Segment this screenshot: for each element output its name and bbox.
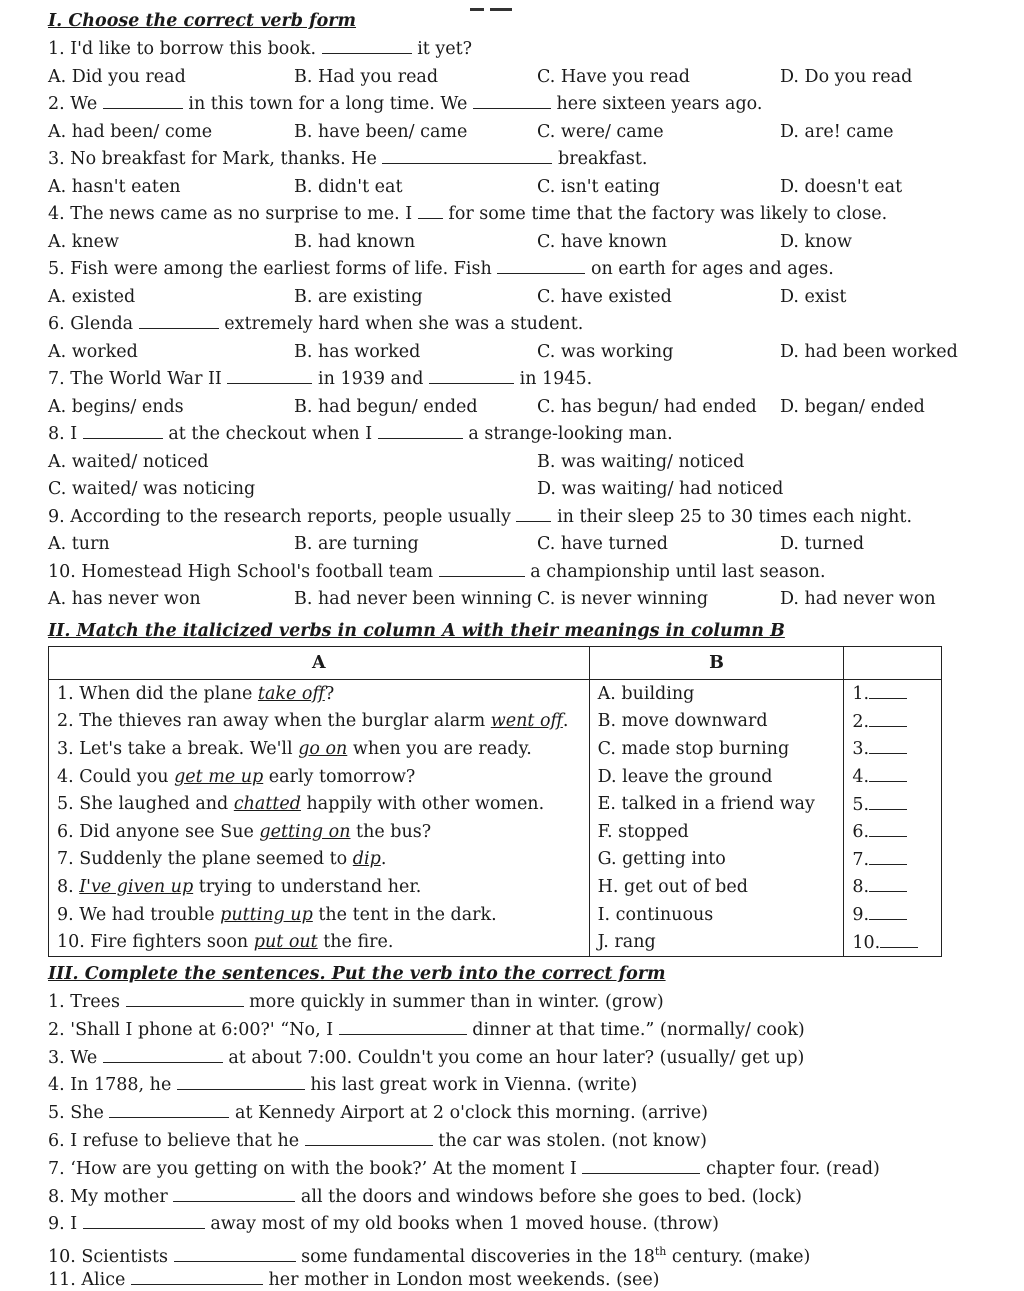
section-3-heading: III. Complete the sentences. Put the verb into the correct form: [48, 964, 666, 984]
question-3: [48, 148, 647, 170]
sentence-text: at about 7:00. Couldn't you come an hour later? (usually/ get up): [222, 1047, 805, 1068]
sentence-text: all the doors and windows before she goes to bed. (lock): [295, 1186, 802, 1207]
sentence-1: [48, 991, 664, 1013]
column-b-meaning: G. getting into: [589, 846, 844, 874]
question-8: [48, 423, 673, 445]
table-row: [49, 873, 942, 901]
section-2-heading: II. Match the italicized verbs in column A with their meanings in column B: [48, 621, 785, 641]
answer-blank[interactable]: [869, 821, 907, 837]
question-text: extremely hard when she was a student.: [224, 314, 584, 334]
answer-blank[interactable]: [429, 368, 514, 384]
cropped-header-mark: [470, 0, 530, 4]
sentence-text: 8. My mother: [48, 1186, 174, 1207]
sentence-text: 7. Suddenly the plane seemed to: [57, 849, 353, 870]
option-d[interactable]: D. are! came: [780, 121, 894, 142]
answer-blank[interactable]: [869, 683, 907, 699]
answer-blank[interactable]: [177, 1074, 305, 1090]
option-b[interactable]: B. had known: [294, 231, 416, 252]
option-c[interactable]: C. is never winning: [537, 589, 709, 609]
sentence-text: 3. Let's take a break. We'll: [57, 738, 299, 759]
question-text: The news came as no surprise to me. I: [70, 204, 413, 224]
sentence-text: .: [380, 849, 387, 870]
sentence-text: the tent in the dark.: [312, 904, 497, 925]
italicized-verb: go on: [298, 738, 348, 759]
sentence-text: 8.: [57, 876, 80, 897]
column-b-meaning: C. made stop burning: [589, 735, 844, 763]
answer-blank[interactable]: [582, 1158, 700, 1174]
column-b-meaning: J. rang: [589, 928, 844, 956]
answer-blank[interactable]: [173, 1186, 295, 1202]
question-7: [48, 368, 592, 390]
sentence-text: the fire.: [317, 932, 394, 953]
sentence-text: 10. Fire fighters soon: [57, 932, 254, 953]
question-text: in 1939 and: [318, 369, 424, 389]
option-a[interactable]: A. hasn't eaten: [48, 176, 181, 197]
sentence-text: away most of my old books when 1 moved house. (throw): [204, 1214, 719, 1235]
sentence-text: dinner at that time.” (normally/ cook): [466, 1019, 805, 1040]
sentence-text: at Kennedy Airport at 2 o'clock this morning. (arrive): [229, 1103, 708, 1124]
option-d[interactable]: D. doesn't eat: [780, 176, 903, 197]
option-c[interactable]: C. was working: [537, 341, 674, 362]
option-b[interactable]: B. Had you read: [294, 66, 439, 87]
answer-blank[interactable]: [139, 313, 219, 329]
sentence-6: [48, 1130, 707, 1152]
table-row: [49, 901, 942, 929]
column-a-sentence: [49, 901, 590, 929]
answer-blank[interactable]: [83, 423, 163, 439]
column-a-sentence: [49, 763, 590, 791]
sentence-text: 3. We: [48, 1047, 103, 1068]
sentence-text: .: [562, 711, 569, 732]
option-c[interactable]: C. Have you read: [537, 66, 691, 87]
italicized-verb: chatted: [233, 794, 301, 815]
option-c[interactable]: C. isn't eating: [537, 176, 661, 197]
sentence-text: trying to understand her.: [193, 876, 422, 897]
answer-blank[interactable]: [83, 1213, 205, 1229]
answer-blank[interactable]: [322, 38, 412, 54]
option-b[interactable]: B. didn't eat: [294, 176, 403, 197]
answer-cell: [844, 708, 942, 736]
answer-cell: [844, 680, 942, 708]
sentence-text: 4. In 1788, he: [48, 1075, 177, 1096]
answer-cell: [844, 846, 942, 874]
matching-table: [48, 646, 942, 957]
answer-cell: [844, 818, 942, 846]
column-a-sentence: [49, 928, 590, 956]
section-1-heading: I. Choose the correct verb form: [48, 11, 357, 31]
option-d[interactable]: D. turned: [780, 534, 865, 554]
italicized-verb: getting on: [259, 821, 351, 842]
question-text: for some time that the factory was likely to close.: [448, 204, 888, 224]
sentence-2: [48, 1019, 805, 1041]
answer-blank[interactable]: [869, 794, 907, 810]
sentence-text: 6. I refuse to believe that he: [48, 1131, 305, 1151]
answer-blank[interactable]: [109, 1102, 229, 1118]
table-row: [49, 818, 942, 846]
question-text: Glenda: [70, 314, 134, 334]
question-text: Fish were among the earliest forms of life. Fish: [70, 259, 492, 279]
column-a-sentence: [49, 818, 590, 846]
sentence-text: the car was stolen. (not know): [432, 1131, 707, 1151]
sentence-text: the bus?: [350, 821, 432, 842]
column-a-sentence: [49, 708, 590, 736]
answer-number: 6.: [852, 822, 870, 843]
column-a-header: A: [49, 647, 590, 680]
superscript: th: [654, 1245, 667, 1259]
option-a[interactable]: A. had been/ come: [48, 121, 213, 142]
question-text: a strange-looking man.: [468, 424, 673, 444]
option-b[interactable]: B. was waiting/ noticed: [537, 451, 745, 472]
column-b-meaning: A. building: [589, 680, 844, 708]
column-b-meaning: H. get out of bed: [589, 873, 844, 901]
question-number: 4.: [48, 204, 71, 224]
question-text: in 1945.: [519, 369, 593, 389]
sentence-8: [48, 1186, 802, 1208]
option-a[interactable]: A. turn: [48, 534, 110, 554]
answer-cell: [844, 735, 942, 763]
question-2: [48, 93, 762, 115]
option-a[interactable]: A. Did you read: [48, 66, 186, 87]
option-a[interactable]: A. begins/ ends: [48, 396, 184, 417]
option-d[interactable]: D. had been worked: [780, 341, 958, 362]
italicized-verb: dip: [352, 849, 381, 870]
question-text: No breakfast for Mark, thanks. He: [70, 149, 377, 169]
answer-blank[interactable]: [103, 93, 183, 109]
answer-number: 2.: [852, 711, 870, 732]
sentence-text: century. (make): [666, 1247, 811, 1268]
question-text: According to the research reports, people usually: [70, 506, 511, 527]
option-d[interactable]: D. exist: [780, 286, 847, 307]
option-a[interactable]: A. waited/ noticed: [48, 451, 209, 472]
answer-blank[interactable]: [869, 876, 907, 892]
sentence-text: 9. I: [48, 1214, 83, 1235]
option-b[interactable]: B. had never been winning: [294, 589, 533, 609]
answer-number: 5.: [852, 794, 870, 815]
answer-number: 1.: [852, 684, 870, 705]
option-a[interactable]: A. knew: [48, 231, 119, 252]
question-5: [48, 258, 834, 280]
answer-blank[interactable]: [869, 738, 907, 754]
column-a-sentence: [49, 873, 590, 901]
answer-blank[interactable]: [339, 1019, 467, 1035]
sentence-text: 11. Alice: [48, 1270, 131, 1290]
column-b-meaning: E. talked in a friend way: [589, 790, 844, 818]
sentence-10: [48, 1241, 810, 1268]
answer-blank[interactable]: [880, 932, 918, 948]
option-b[interactable]: B. have been/ came: [294, 121, 468, 142]
column-b-meaning: I. continuous: [589, 901, 844, 929]
option-d[interactable]: D. was waiting/ had noticed: [537, 479, 784, 499]
column-a-sentence: [49, 846, 590, 874]
column-a-sentence: [49, 680, 590, 708]
question-number: 1.: [48, 39, 71, 59]
column-a-sentence: [49, 735, 590, 763]
sentence-text: 1. Trees: [48, 992, 126, 1012]
option-d[interactable]: D. know: [780, 231, 852, 252]
option-c[interactable]: C. has begun/ had ended: [537, 396, 757, 417]
option-d[interactable]: D. had never won: [780, 589, 936, 609]
question-text: in their sleep 25 to 30 times each night.: [557, 506, 913, 527]
option-b[interactable]: B. had begun/ ended: [294, 396, 478, 417]
answer-cell: [844, 763, 942, 791]
answer-blank[interactable]: [174, 1246, 296, 1262]
answer-blank[interactable]: [869, 904, 907, 920]
option-a[interactable]: A. existed: [48, 286, 136, 307]
italicized-verb: get me up: [174, 766, 264, 787]
option-b[interactable]: B. are existing: [294, 286, 423, 307]
answer-number: 10.: [852, 932, 881, 953]
question-number: 3.: [48, 149, 71, 169]
italicized-verb: take off: [257, 683, 325, 704]
sentence-text: some fundamental discoveries in the 18: [295, 1247, 655, 1268]
option-d[interactable]: D. Do you read: [780, 66, 913, 87]
sentence-text: 6. Did anyone see Sue: [57, 821, 260, 842]
answer-blank[interactable]: [378, 423, 463, 439]
sentence-text: 2. 'Shall I phone at 6:00?' “No, I: [48, 1019, 339, 1040]
answer-blank[interactable]: [869, 766, 907, 782]
column-b-header: B: [589, 647, 844, 680]
sentence-text: when you are ready.: [347, 738, 532, 759]
table-row: [49, 763, 942, 791]
sentence-text: 7. ‘How are you getting on with the book?’ At the moment I: [48, 1158, 583, 1179]
sentence-text: 9. We had trouble: [57, 904, 221, 925]
question-text: it yet?: [417, 39, 473, 59]
question-number: 6.: [48, 314, 71, 334]
column-b-meaning: F. stopped: [589, 818, 844, 846]
answer-blank[interactable]: [869, 849, 907, 865]
answer-blank[interactable]: [126, 991, 244, 1007]
answer-blank[interactable]: [382, 148, 552, 164]
question-9: [48, 506, 912, 528]
question-number: 9.: [48, 506, 71, 527]
question-4: [48, 203, 887, 225]
italicized-verb: putting up: [220, 904, 313, 925]
sentence-text: more quickly in summer than in winter. (grow): [243, 992, 664, 1012]
question-number: 10.: [48, 561, 82, 582]
answer-cell: [844, 790, 942, 818]
question-text: I'd like to borrow this book.: [70, 39, 317, 59]
question-6: [48, 313, 583, 335]
sentence-9: [48, 1213, 719, 1235]
question-text: here sixteen years ago.: [556, 94, 763, 114]
sentence-text: 2. The thieves ran away when the burglar alarm: [57, 711, 491, 732]
answer-blank[interactable]: [516, 506, 551, 522]
sentence-text: early tomorrow?: [263, 766, 416, 787]
question-number: 8.: [48, 424, 71, 444]
table-row: [49, 928, 942, 956]
sentence-text: happily with other women.: [300, 794, 545, 815]
question-text: on earth for ages and ages.: [590, 259, 834, 279]
answer-cell: [844, 901, 942, 929]
question-number: 2.: [48, 94, 71, 114]
answer-blank[interactable]: [131, 1269, 263, 1285]
question-1: [48, 38, 472, 60]
question-text: Homestead High School's football team: [81, 561, 434, 582]
answer-blank[interactable]: [418, 203, 443, 219]
question-number: 5.: [48, 259, 71, 279]
sentence-text: 4. Could you: [57, 766, 175, 787]
answer-number: 4.: [852, 767, 870, 788]
question-text: a championship until last season.: [530, 561, 826, 582]
answer-blank[interactable]: [497, 258, 585, 274]
answer-number: 9.: [852, 905, 870, 926]
table-row: [49, 708, 942, 736]
question-10: [48, 561, 826, 583]
option-c[interactable]: C. have turned: [537, 534, 668, 554]
sentence-7: [48, 1158, 880, 1180]
column-b-meaning: D. leave the ground: [589, 763, 844, 791]
table-row: [49, 790, 942, 818]
question-text: We: [70, 94, 98, 114]
option-c[interactable]: C. were/ came: [537, 121, 664, 142]
option-c[interactable]: C. waited/ was noticing: [48, 479, 256, 499]
answer-cell: [844, 873, 942, 901]
sentence-text: 1. When did the plane: [57, 683, 258, 704]
sentence-text: 5. She: [48, 1103, 110, 1124]
sentence-text: 5. She laughed and: [57, 794, 234, 815]
question-text: breakfast.: [558, 149, 648, 169]
option-c[interactable]: C. have existed: [537, 286, 672, 307]
answer-column-header: [844, 647, 942, 680]
answer-blank[interactable]: [869, 711, 907, 727]
answer-blank[interactable]: [103, 1047, 223, 1063]
sentence-text: 10. Scientists: [48, 1247, 174, 1268]
sentence-text: her mother in London most weekends. (see): [262, 1270, 660, 1290]
option-d[interactable]: D. began/ ended: [780, 396, 925, 417]
option-b[interactable]: B. are turning: [294, 534, 419, 554]
option-b[interactable]: B. has worked: [294, 341, 421, 362]
sentence-5: [48, 1102, 708, 1124]
italicized-verb: went off: [490, 711, 563, 732]
column-a-sentence: [49, 790, 590, 818]
table-row: [49, 680, 942, 708]
option-a[interactable]: A. worked: [48, 341, 138, 362]
italicized-verb: I've given up: [79, 876, 194, 897]
sentence-text: ?: [324, 683, 335, 704]
answer-blank[interactable]: [305, 1130, 433, 1146]
question-text: I: [70, 424, 78, 444]
answer-blank[interactable]: [227, 368, 312, 384]
option-a[interactable]: A. has never won: [48, 589, 201, 609]
answer-cell: [844, 928, 942, 956]
table-row: [49, 846, 942, 874]
option-c[interactable]: C. have known: [537, 231, 668, 252]
answer-number: 3.: [852, 739, 870, 760]
sentence-text: chapter four. (read): [700, 1158, 880, 1179]
answer-number: 8.: [852, 877, 870, 898]
sentence-4: [48, 1074, 637, 1096]
answer-number: 7.: [852, 849, 870, 870]
table-row: [49, 735, 942, 763]
question-text: The World War II: [70, 369, 222, 389]
question-text: in this town for a long time. We: [188, 94, 468, 114]
sentence-text: his last great work in Vienna. (write): [304, 1075, 638, 1096]
question-text: at the checkout when I: [168, 424, 373, 444]
question-number: 7.: [48, 369, 71, 389]
column-b-meaning: B. move downward: [589, 708, 844, 736]
sentence-3: [48, 1047, 804, 1069]
answer-blank[interactable]: [439, 561, 525, 577]
answer-blank[interactable]: [473, 93, 551, 109]
italicized-verb: put out: [253, 932, 318, 953]
